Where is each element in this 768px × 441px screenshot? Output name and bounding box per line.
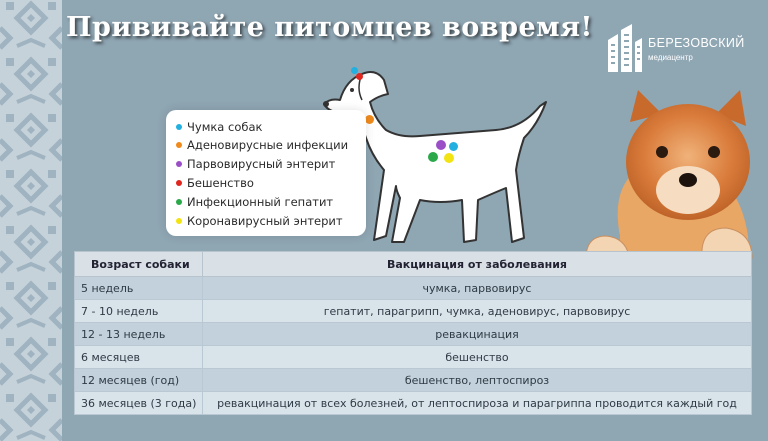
dog-marker-parvovirus bbox=[436, 140, 446, 150]
age-cell: 36 месяцев (3 года) bbox=[75, 392, 203, 415]
brand-logo bbox=[604, 22, 754, 78]
legend-label: Чумка собак bbox=[187, 120, 263, 134]
brand-name: БЕРЕЗОВСКИЙ bbox=[648, 36, 745, 50]
table-row bbox=[75, 369, 752, 392]
legend-item bbox=[176, 174, 366, 192]
bullet-icon bbox=[176, 180, 182, 186]
table-row bbox=[75, 346, 752, 369]
legend-label: Коронавирусный энтерит bbox=[187, 214, 343, 228]
page-title: Прививайте питомцев вовремя! bbox=[66, 12, 593, 43]
column-header-vaccination: Вакцинация от заболевания bbox=[203, 252, 752, 277]
table-row bbox=[75, 323, 752, 346]
table-header-row bbox=[75, 252, 752, 277]
age-cell: 12 месяцев (год) bbox=[75, 369, 203, 392]
vaccination-cell: чумка, парвовирус bbox=[203, 277, 752, 300]
ornament-pattern bbox=[0, 0, 62, 441]
bullet-icon bbox=[176, 161, 182, 167]
dog-marker-adenovirus bbox=[365, 115, 374, 124]
legend-item bbox=[176, 193, 366, 211]
vaccination-cell: ревакцинация bbox=[203, 323, 752, 346]
legend-label: Бешенство bbox=[187, 176, 254, 190]
dog-marker-rabies bbox=[356, 73, 363, 80]
legend-item bbox=[176, 136, 366, 154]
building-icon bbox=[604, 22, 644, 74]
brand-subtitle: медиацентр bbox=[648, 53, 693, 62]
vaccination-cell: ревакцинация от всех болезней, от лептоспироза и парагриппа проводится каждый год bbox=[203, 392, 752, 415]
legend-item bbox=[176, 212, 366, 230]
dog-marker-hepatitis bbox=[428, 152, 438, 162]
age-cell: 5 недель bbox=[75, 277, 203, 300]
vaccination-cell: бешенство, лептоспироз bbox=[203, 369, 752, 392]
age-cell: 7 - 10 недель bbox=[75, 300, 203, 323]
legend-label: Парвовирусный энтерит bbox=[187, 157, 336, 171]
legend-label: Аденовирусные инфекции bbox=[187, 138, 349, 152]
bullet-icon bbox=[176, 218, 182, 224]
vaccination-cell: гепатит, парагрипп, чумка, аденовирус, парвовирус bbox=[203, 300, 752, 323]
legend-item bbox=[176, 155, 366, 173]
bullet-icon bbox=[176, 142, 182, 148]
bullet-icon bbox=[176, 199, 182, 205]
table-row bbox=[75, 277, 752, 300]
ornament-border bbox=[0, 0, 62, 441]
table-row bbox=[75, 300, 752, 323]
vaccination-cell: бешенство bbox=[203, 346, 752, 369]
disease-legend bbox=[166, 110, 366, 236]
column-header-age: Возраст собаки bbox=[75, 252, 203, 277]
table-row bbox=[75, 392, 752, 415]
legend-label: Инфекционный гепатит bbox=[187, 195, 334, 209]
age-cell: 6 месяцев bbox=[75, 346, 203, 369]
vaccination-table bbox=[74, 251, 752, 415]
dog-marker-distemper-2 bbox=[449, 142, 458, 151]
age-cell: 12 - 13 недель bbox=[75, 323, 203, 346]
bullet-icon bbox=[176, 124, 182, 130]
dog-marker-coronavirus bbox=[444, 153, 454, 163]
legend-item bbox=[176, 118, 366, 136]
